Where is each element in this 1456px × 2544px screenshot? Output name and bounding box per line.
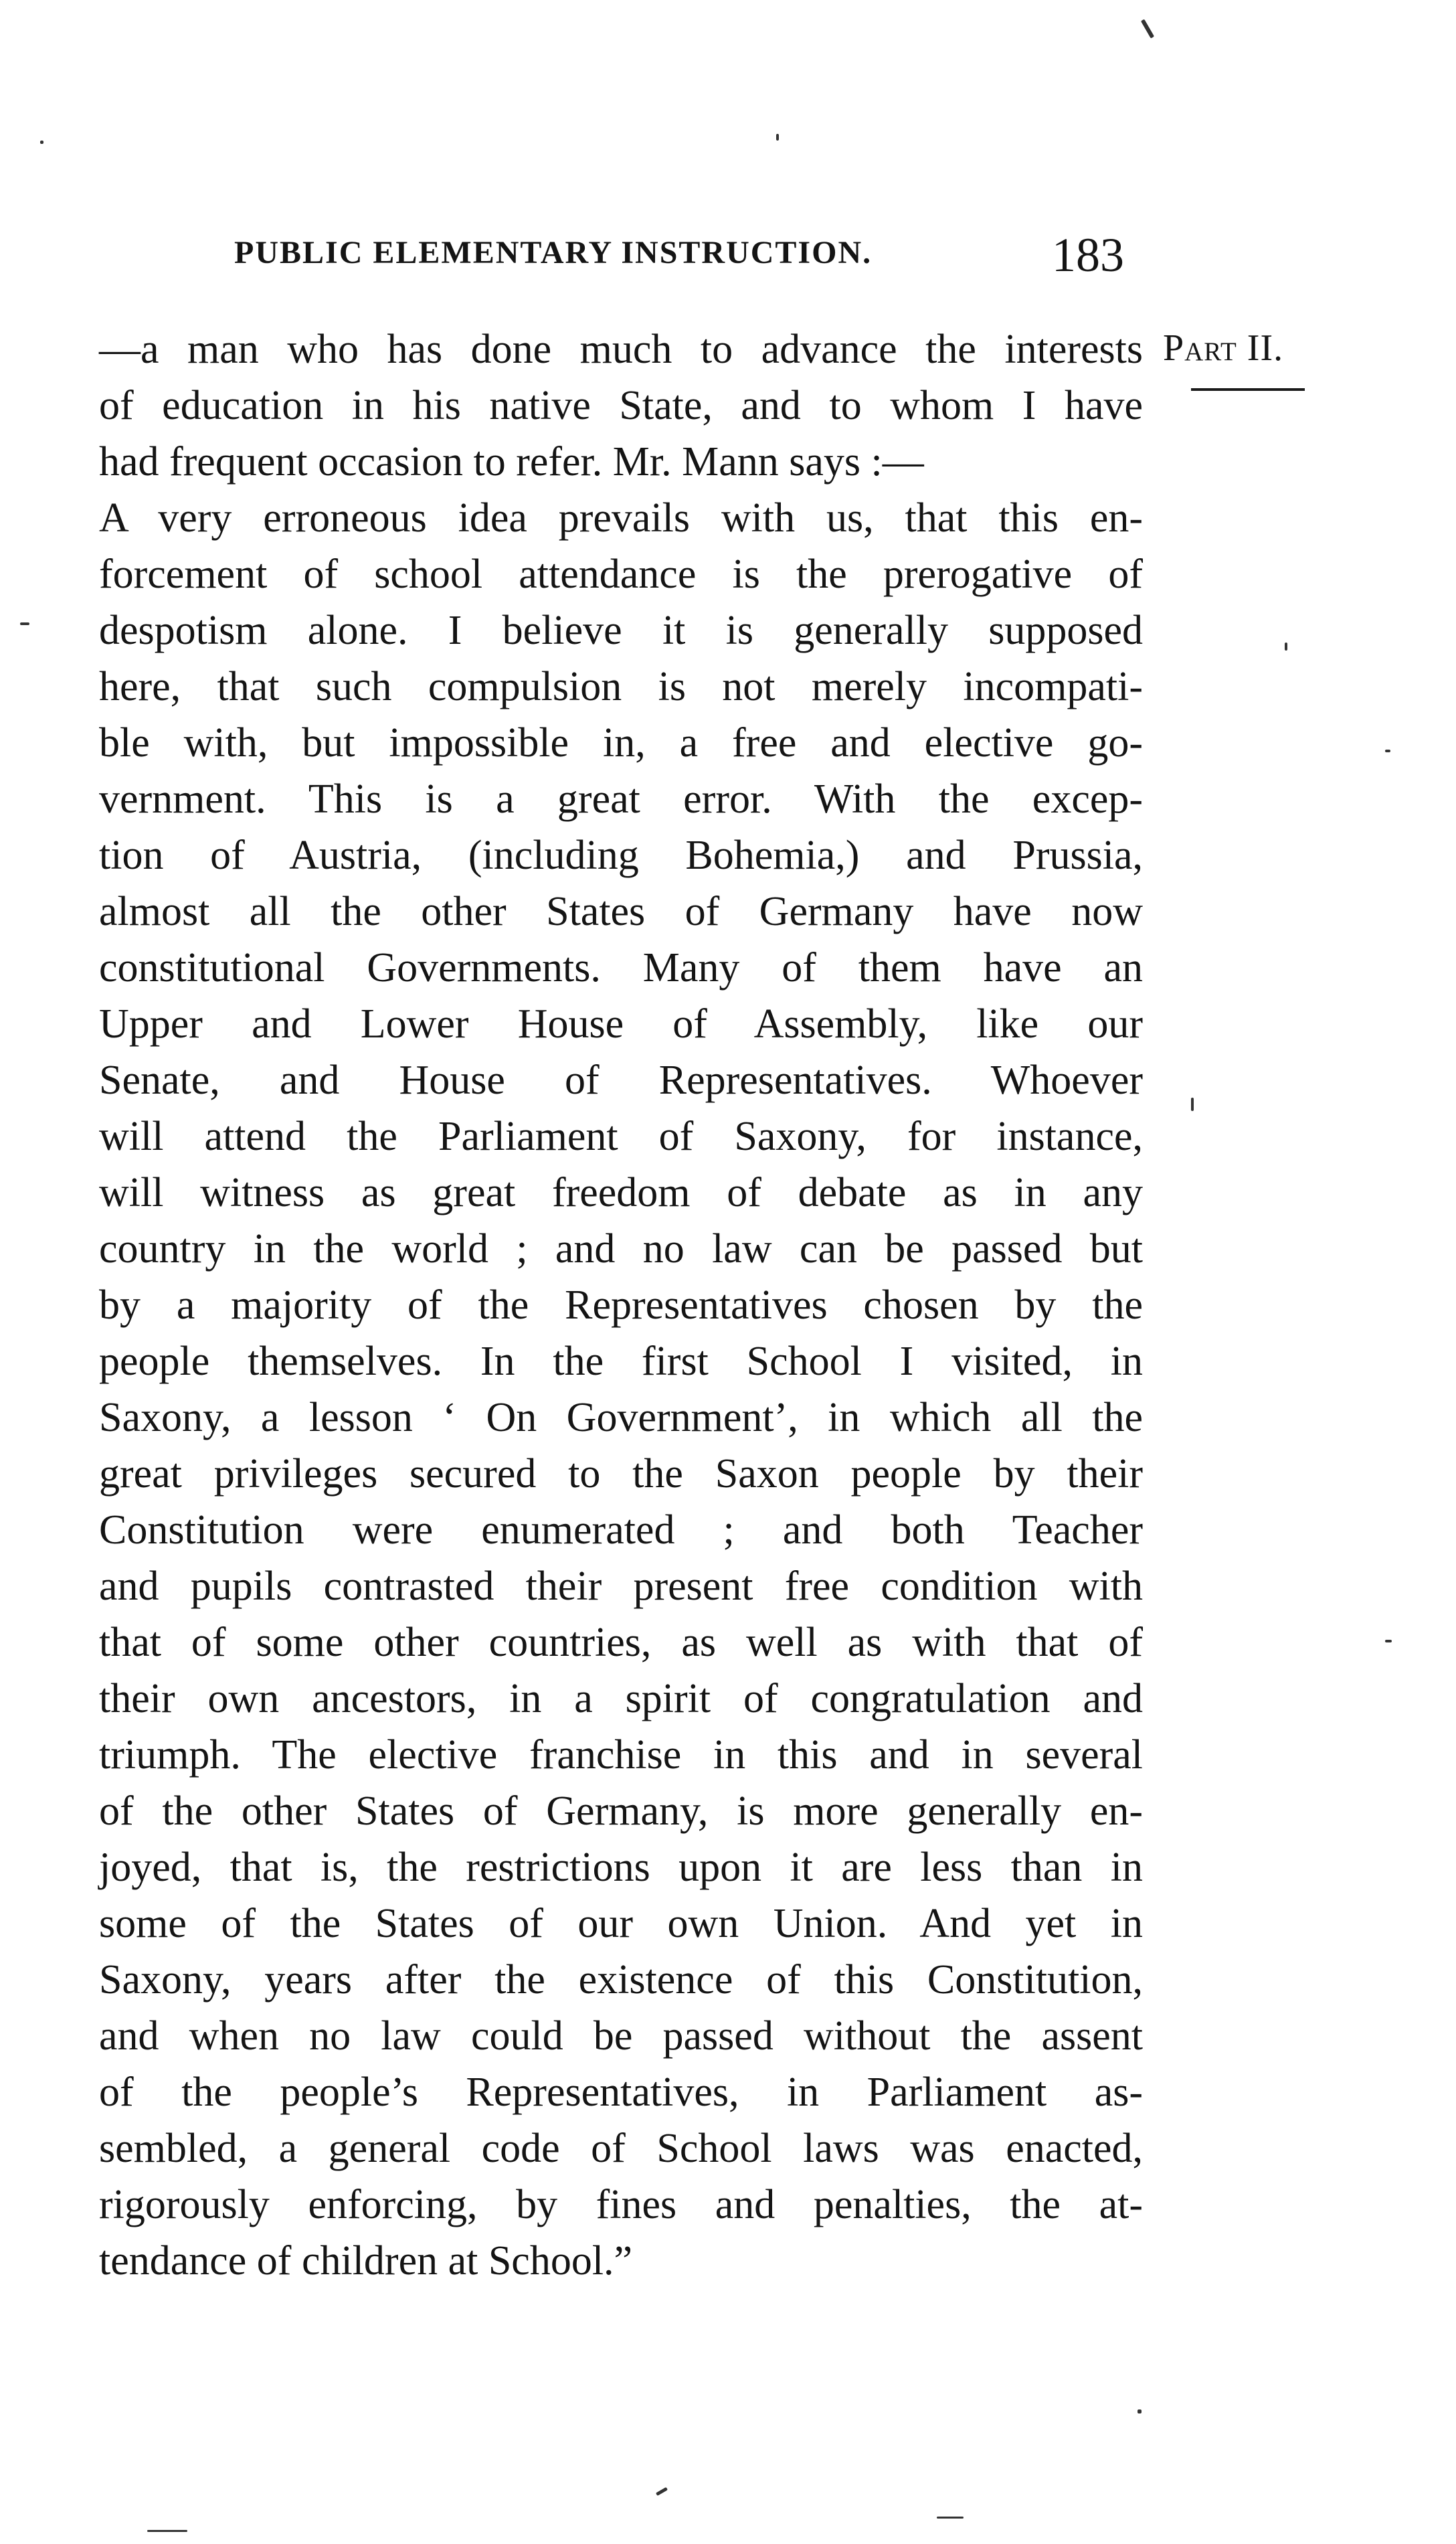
text-line: by a majority of the Representatives chosen by the xyxy=(99,1282,1143,1328)
scan-speck xyxy=(20,622,29,625)
scan-speck xyxy=(1138,2409,1142,2413)
scan-speck xyxy=(1385,750,1390,752)
text-line: will attend the Parliament of Saxony, for instance, xyxy=(99,1114,1143,1159)
text-line: great privileges secured to the Saxon people by their xyxy=(99,1451,1143,1497)
text-line: ble with, but impossible in, a free and elective go- xyxy=(99,720,1143,766)
text-line: of education in his native State, and to whom I have xyxy=(99,383,1143,428)
text-line: constitutional Governments. Many of them have an xyxy=(99,945,1143,991)
scan-speck xyxy=(147,2530,187,2532)
text-line: tendance of children at School.” xyxy=(99,2238,633,2284)
page-number: 183 xyxy=(1052,228,1124,282)
text-line: triumph. The elective franchise in this and in several xyxy=(99,1732,1143,1778)
scan-speck xyxy=(1141,19,1154,39)
text-line: almost all the other States of Germany have now xyxy=(99,889,1143,934)
text-line: people themselves. In the first School I visited, in xyxy=(99,1339,1143,1384)
text-line: and when no law could be passed without the assent xyxy=(99,2013,1143,2059)
scan-speck xyxy=(776,134,779,141)
scan-speck xyxy=(40,141,43,144)
text-line: of the other States of Germany, is more generally en- xyxy=(99,1788,1143,1834)
text-line: A very erroneous idea prevails with us, that this en- xyxy=(99,495,1143,541)
text-line: Constitution were enumerated ; and both Teacher xyxy=(99,1507,1143,1553)
text-line: vernment. This is a great error. With the excep- xyxy=(99,776,1143,822)
text-line: sembled, a general code of School laws was enacted, xyxy=(99,2126,1143,2171)
text-line: tion of Austria, (including Bohemia,) and Prussia, xyxy=(99,833,1143,878)
text-line: country in the world ; and no law can be passed but xyxy=(99,1226,1143,1272)
text-line: of the people’s Representatives, in Parliament as- xyxy=(99,2069,1143,2115)
scan-speck xyxy=(1385,1640,1392,1642)
text-line: that of some other countries, as well as with that of xyxy=(99,1620,1143,1665)
body-text xyxy=(99,321,1143,2289)
text-line: despotism alone. I believe it is generally supposed xyxy=(99,608,1143,653)
scan-speck xyxy=(656,2487,668,2496)
text-line: Senate, and House of Representatives. Whoever xyxy=(99,1057,1143,1103)
text-line: had frequent occasion to refer. Mr. Mann says :— xyxy=(99,439,924,485)
text-line: here, that such compulsion is not merely incompati- xyxy=(99,664,1143,709)
text-line: Upper and Lower House of Assembly, like our xyxy=(99,1001,1143,1047)
margin-rule xyxy=(1191,388,1305,391)
part-label: Part II. xyxy=(1163,327,1284,369)
scan-speck xyxy=(937,2517,964,2519)
scan-speck xyxy=(1191,1098,1194,1111)
scan-speck xyxy=(1285,643,1287,651)
text-line: joyed, that is, the restrictions upon it are less than in xyxy=(99,1845,1143,1890)
text-line: —a man who has done much to advance the interests xyxy=(99,327,1143,372)
text-line: and pupils contrasted their present free condition with xyxy=(99,1563,1143,1609)
running-title: PUBLIC ELEMENTARY INSTRUCTION. xyxy=(234,235,873,270)
text-line: some of the States of our own Union. And yet in xyxy=(99,1901,1143,1946)
text-line: their own ancestors, in a spirit of congratulation and xyxy=(99,1676,1143,1721)
text-line: forcement of school attendance is the prerogative of xyxy=(99,552,1143,597)
text-line: rigorously enforcing, by fines and penalties, the at- xyxy=(99,2182,1143,2227)
text-line: Saxony, years after the existence of this Constitution, xyxy=(99,1957,1143,2003)
text-line: Saxony, a lesson ‘ On Government’, in which all the xyxy=(99,1395,1143,1440)
running-header xyxy=(234,228,1124,288)
text-line: will witness as great freedom of debate as in any xyxy=(99,1170,1143,1215)
